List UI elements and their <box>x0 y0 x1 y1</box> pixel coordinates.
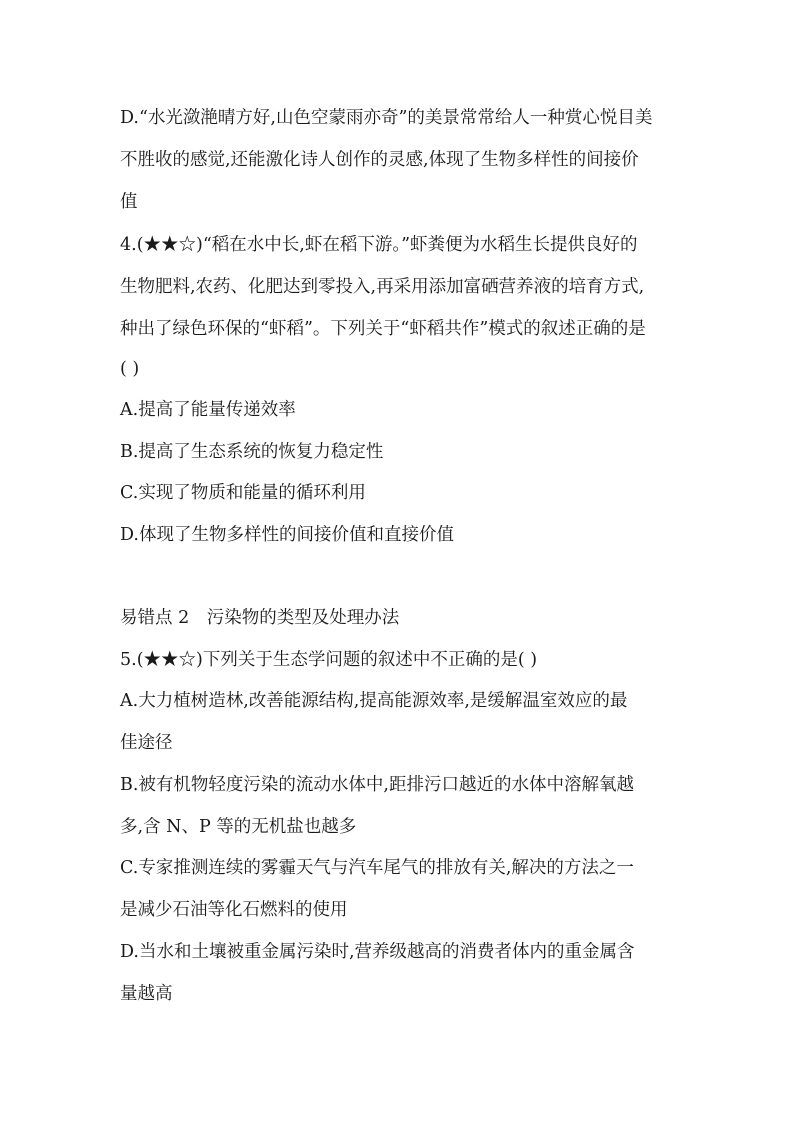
q4-option-d: D.体现了生物多样性的间接价值和直接价值 <box>120 525 454 545</box>
q5-option-c-line-1: C.专家推测连续的雾霾天气与汽车尾气的排放有关,解决的方法之一 <box>120 858 634 878</box>
q5-option-d-line-1: D.当水和土壤被重金属污染时,营养级越高的消费者体内的重金属含 <box>120 942 635 962</box>
q3-option-d-line-3: 值 <box>120 192 138 212</box>
q3-option-d-line-1: D.“水光潋滟晴方好,山色空蒙雨亦奇”的美景常常给人一种赏心悦目美 <box>120 108 653 128</box>
q5-option-c-line-2: 是减少石油等化石燃料的使用 <box>120 900 348 920</box>
q4-option-c: C.实现了物质和能量的循环利用 <box>120 483 366 503</box>
q4-stem-line-2: 生物肥料,农药、化肥达到零投入,再采用添加富硒营养液的培育方式, <box>120 277 645 297</box>
q4-stem-line-1: 4.(★★☆)“稻在水中长,虾在稻下游。”虾粪便为水稻生长提供良好的 <box>120 235 638 255</box>
q3-option-d-line-2: 不胜收的感觉,还能激化诗人创作的灵感,体现了生物多样性的间接价 <box>120 150 639 170</box>
q5-option-a-line-2: 佳途径 <box>120 733 173 753</box>
q5-option-b-line-2: 多,含 N、P 等的无机盐也越多 <box>120 817 357 837</box>
q5-option-a-line-1: A.大力植树造林,改善能源结构,提高能源效率,是缓解温室效应的最 <box>120 691 628 711</box>
q5-option-b-line-1: B.被有机物轻度污染的流动水体中,距排污口越近的水体中溶解氧越 <box>120 775 634 795</box>
q4-option-b: B.提高了生态系统的恢复力稳定性 <box>120 442 384 462</box>
section-heading: 易错点 2 污染物的类型及处理办法 <box>120 608 400 628</box>
q4-stem-line-3: 种出了绿色环保的“虾稻”。下列关于“虾稻共作”模式的叙述正确的是 <box>120 319 646 339</box>
q4-option-a: A.提高了能量传递效率 <box>120 400 296 420</box>
q5-stem: 5.(★★☆)下列关于生态学问题的叙述中不正确的是( ) <box>120 650 538 670</box>
q5-option-d-line-2: 量越高 <box>120 984 173 1004</box>
q4-answer-blank: ( ) <box>120 359 140 379</box>
